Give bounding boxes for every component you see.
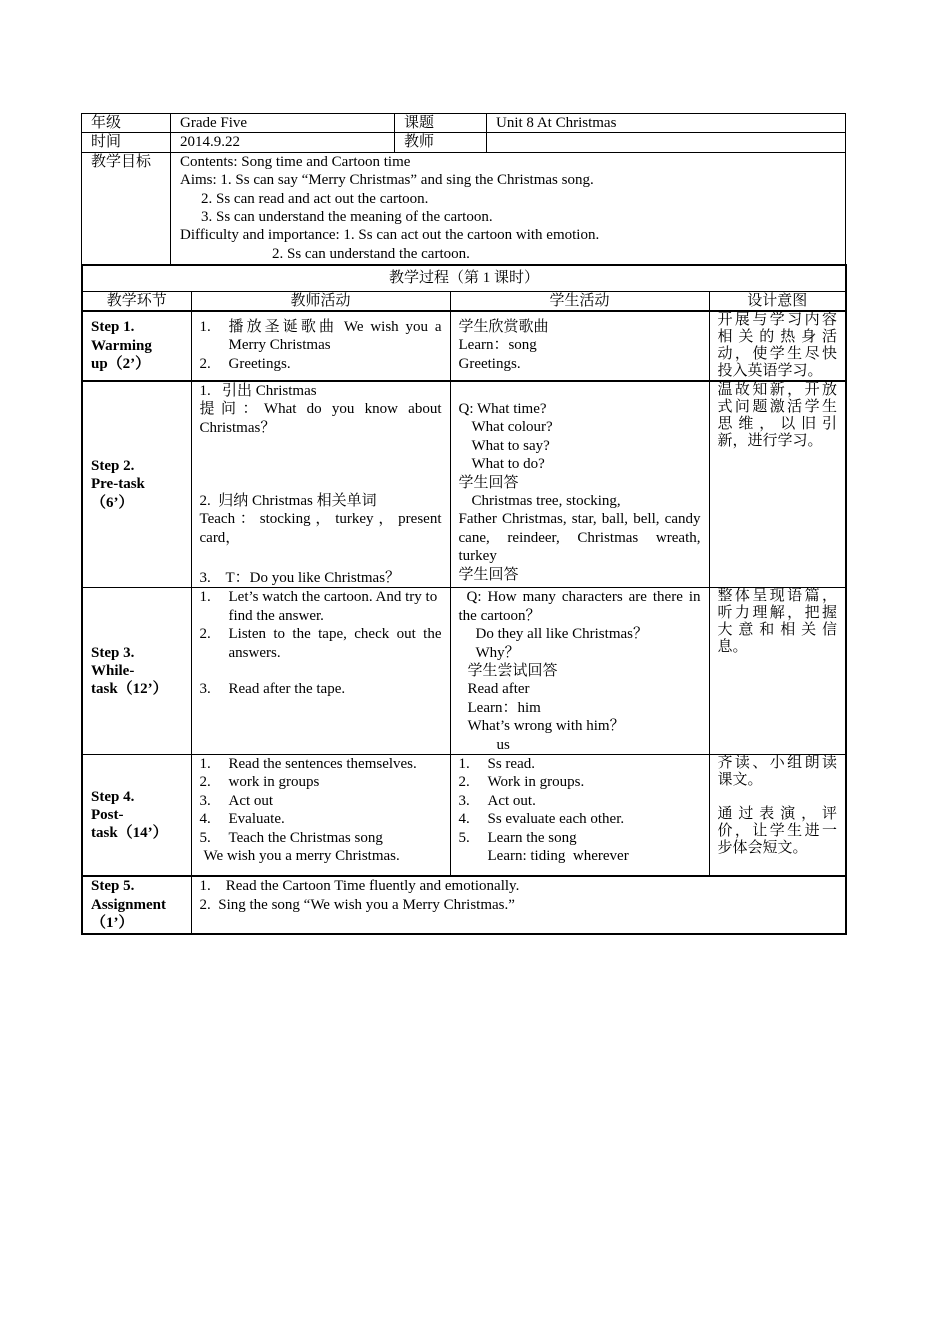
step-2-label <box>82 381 191 588</box>
step-3-student <box>450 588 709 755</box>
student-line: us <box>496 736 510 753</box>
list-text: Act out. <box>487 792 536 809</box>
list-number: 5. <box>199 829 211 846</box>
step-1-student <box>450 311 709 381</box>
student-line: Do they all like Christmas？ <box>475 626 648 643</box>
list-text: Read the sentences themselves. <box>228 755 417 772</box>
step-1-row <box>82 311 846 381</box>
goal-content <box>171 152 846 265</box>
time-label: 时间 <box>82 133 171 152</box>
step-1-line: up（2’） <box>91 356 151 373</box>
list-text: Learn the song <box>487 829 577 846</box>
process-title: 教学过程（第 1 课时） <box>82 265 846 291</box>
list-number: 3. <box>199 792 211 809</box>
step-5-label <box>82 876 191 933</box>
student-line: 学生回答 <box>458 566 519 583</box>
step-2-line: （6’） <box>91 494 134 511</box>
list-number: 4. <box>199 811 211 828</box>
student-line: Learn：him <box>467 699 541 716</box>
student-line: Christmas tree, stocking, <box>471 492 621 509</box>
student-line: What to say? <box>471 437 550 454</box>
intent-text: 齐读、小组朗读课文。 <box>717 754 838 788</box>
list-text: Ss read. <box>487 755 535 772</box>
list-number: 3. <box>458 792 470 809</box>
student-line: Greetings. <box>458 355 521 372</box>
step-2-intent: 温故知新，开放式问题激活学生思维，以旧引新，进行学习。 <box>709 381 846 588</box>
student-line: Why？ <box>475 644 520 661</box>
header-student: 学生活动 <box>450 291 709 311</box>
step-5-line: Step 5. <box>91 878 135 895</box>
teacher-line: 3. T：Do you like Christmas？ <box>199 569 401 586</box>
student-line: 学生回答 <box>458 474 519 491</box>
goal-label: 教学目标 <box>82 152 171 265</box>
list-number: 5. <box>458 829 470 846</box>
list-text: Read after the tape. <box>228 681 346 698</box>
list-number: 1. <box>458 755 470 772</box>
teacher-line: Teach：stocking，turkey，present card， <box>199 511 442 546</box>
student-line: What’s wrong with him？ <box>467 718 625 735</box>
student-line: Q: How many characters are there in the cartoon？ <box>458 589 701 624</box>
list-number: 1. <box>199 589 211 606</box>
step-5-line: Assignment <box>91 896 167 913</box>
step-3-line: While- <box>91 662 135 679</box>
list-text: Greetings. <box>228 355 291 372</box>
step-2-teacher <box>191 381 450 588</box>
list-text: Work in groups. <box>487 774 585 791</box>
list-number: 3. <box>199 681 211 698</box>
teaching-process-table <box>81 264 847 935</box>
grade-value: Grade Five <box>171 114 395 133</box>
step-4-line: Post- <box>91 807 124 824</box>
step-3-teacher <box>191 588 450 755</box>
teacher-line: 提问：What do you know about Christmas？ <box>199 401 442 436</box>
student-line: Q: What time? <box>458 400 547 417</box>
teacher-line: 2. 归纳 Christmas 相关单词 <box>199 492 377 509</box>
step-3-line: Step 3. <box>91 644 135 661</box>
goal-line: Aims: 1. Ss can say “Merry Christmas” and sing the Christmas song. <box>180 172 594 189</box>
step-1-line: Warming <box>91 337 152 354</box>
goal-line: 2. Ss can understand the cartoon. <box>272 245 470 262</box>
teacher-value <box>487 133 846 152</box>
student-line: 学生欣赏歌曲 <box>458 318 549 335</box>
step-1-label <box>82 311 191 381</box>
grade-label: 年级 <box>82 114 171 133</box>
topic-value: Unit 8 At Christmas <box>487 114 846 133</box>
step-3-intent: 整体呈现语篇，听力理解，把握大意和相关信息。 <box>709 588 846 755</box>
step-4-teacher <box>191 754 450 876</box>
step-4-label <box>82 754 191 876</box>
goal-line: Difficulty and importance: 1. Ss can act out the cartoon with emotion. <box>180 227 600 244</box>
task-line: 1. Read the Cartoon Time fluently and emotionally. <box>199 878 520 895</box>
list-number: 4. <box>458 811 470 828</box>
step-4-intent <box>709 754 846 876</box>
header-intent: 设计意图 <box>709 291 846 311</box>
list-text: Teach the Christmas song <box>228 829 383 846</box>
step-1-line: Step 1. <box>91 319 135 336</box>
step-3-line: task（12’） <box>91 681 168 698</box>
goal-line: 2. Ss can read and act out the cartoon. <box>201 190 429 207</box>
student-line: 学生尝试回答 <box>467 662 558 679</box>
list-number: 1. <box>199 318 211 335</box>
step-1-teacher <box>191 311 450 381</box>
step-4-line: task（14’） <box>91 825 168 842</box>
step-4-line: Step 4. <box>91 788 135 805</box>
student-line: Read after <box>467 681 530 698</box>
list-text: work in groups <box>228 774 320 791</box>
step-1-intent: 开展与学习内容相关的热身活动，使学生尽快投入英语学习。 <box>709 311 846 381</box>
step-2-row <box>82 381 846 588</box>
header-teacher: 教师活动 <box>191 291 450 311</box>
list-number: 1. <box>199 755 211 772</box>
header-step: 教学环节 <box>82 291 191 311</box>
list-text: Let’s watch the cartoon. And try to find the answer. <box>228 589 438 624</box>
teacher-line: 1. 引出 Christmas <box>199 382 317 399</box>
step-5-row <box>82 876 846 933</box>
step-2-student <box>450 381 709 588</box>
step-3-row <box>82 588 846 755</box>
list-text: Ss evaluate each other. <box>487 811 625 828</box>
student-line: What to do? <box>471 456 545 473</box>
time-value: 2014.9.22 <box>171 133 395 152</box>
info-table <box>81 113 846 266</box>
list-number: 2. <box>199 774 211 791</box>
goal-line: Contents: Song time and Cartoon time <box>180 153 411 170</box>
intent-text: 通过表演，评价，让学生进一步体会短文。 <box>717 805 838 856</box>
step-4-student <box>450 754 709 876</box>
list-text: Act out <box>228 792 274 809</box>
student-line: What colour? <box>471 419 553 436</box>
list-text: 播放圣诞歌曲 We wish you a Merry Christmas <box>228 318 442 354</box>
topic-label: 课题 <box>395 114 487 133</box>
list-number: 2. <box>458 774 470 791</box>
list-text: Evaluate. <box>228 811 285 828</box>
list-number: 2. <box>199 355 211 372</box>
goal-line: 3. Ss can understand the meaning of the cartoon. <box>201 209 493 226</box>
list-number: 2. <box>199 626 211 643</box>
teacher-line: We wish you a merry Christmas. <box>203 848 400 864</box>
step-5-tasks <box>191 876 846 933</box>
teacher-label: 教师 <box>395 133 487 152</box>
student-line: Learn：song <box>458 337 537 354</box>
list-text: Listen to the tape, check out the answers. <box>228 626 442 661</box>
step-4-row <box>82 754 846 876</box>
step-3-label <box>82 588 191 755</box>
task-line: 2. Sing the song “We wish you a Merry Christmas.” <box>199 896 515 913</box>
step-5-line: （1’） <box>91 915 134 932</box>
step-2-line: Step 2. <box>91 458 135 474</box>
student-line: Learn: tiding wherever <box>487 848 629 864</box>
step-2-line: Pre-task <box>91 476 145 493</box>
student-line: Father Christmas, star, ball, bell, candy cane, reindeer, Christmas wreath, turkey <box>458 511 701 565</box>
